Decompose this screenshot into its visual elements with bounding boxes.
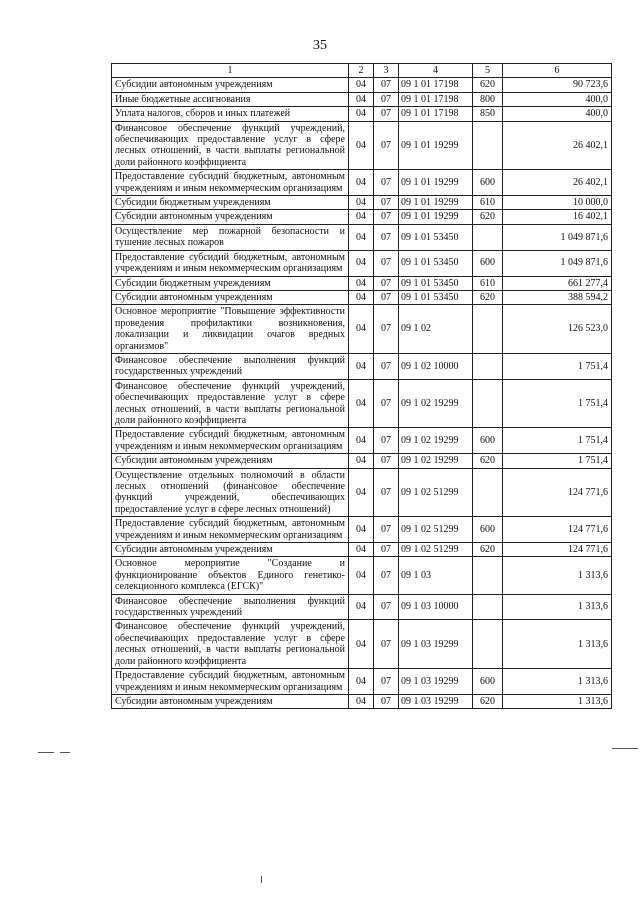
row-target-article: 09 1 02 51299 <box>399 468 473 517</box>
row-target-article: 09 1 02 19299 <box>399 379 473 428</box>
row-subsection: 07 <box>374 517 399 543</box>
table-row <box>112 353 612 379</box>
row-section: 04 <box>349 305 374 354</box>
row-section: 04 <box>349 379 374 428</box>
row-amount: 400,0 <box>503 92 612 106</box>
row-section: 04 <box>349 121 374 170</box>
row-section: 04 <box>349 517 374 543</box>
row-name: Предоставление субсидий бюджетным, автономным учреждениям и иным некоммерческим организациям <box>112 428 349 454</box>
row-amount: 388 594,2 <box>503 290 612 304</box>
row-expense-type: 600 <box>473 250 503 276</box>
row-amount: 1 049 871,6 <box>503 224 612 250</box>
row-section: 04 <box>349 353 374 379</box>
row-expense-type: 600 <box>473 428 503 454</box>
row-expense-type <box>473 121 503 170</box>
header-cell-1: 1 <box>112 64 349 78</box>
table-row <box>112 454 612 468</box>
row-target-article: 09 1 01 19299 <box>399 170 473 196</box>
row-subsection: 07 <box>374 620 399 669</box>
row-amount: 90 723,6 <box>503 78 612 92</box>
row-target-article: 09 1 01 17198 <box>399 107 473 121</box>
table-row <box>112 196 612 210</box>
row-expense-type: 620 <box>473 454 503 468</box>
row-name: Финансовое обеспечение функций учреждений, обеспечивающих предоставление услуг в сфере лесных отношений, в части выплаты региональной доли районного коэффициента <box>112 620 349 669</box>
table-row <box>112 694 612 708</box>
row-expense-type: 600 <box>473 517 503 543</box>
row-amount: 1 751,4 <box>503 428 612 454</box>
table-row <box>112 543 612 557</box>
row-name: Предоставление субсидий бюджетным, автономным учреждениям и иным некоммерческим организациям <box>112 517 349 543</box>
row-target-article: 09 1 01 53450 <box>399 290 473 304</box>
row-subsection: 07 <box>374 224 399 250</box>
row-section: 04 <box>349 454 374 468</box>
table-row <box>112 78 612 92</box>
row-expense-type: 620 <box>473 290 503 304</box>
header-row <box>112 64 612 78</box>
row-subsection: 07 <box>374 210 399 224</box>
row-name: Субсидии бюджетным учреждениям <box>112 276 349 290</box>
header-cell-2: 2 <box>349 64 374 78</box>
row-section: 04 <box>349 196 374 210</box>
row-amount: 124 771,6 <box>503 517 612 543</box>
row-section: 04 <box>349 468 374 517</box>
row-section: 04 <box>349 594 374 620</box>
row-target-article: 09 1 01 19299 <box>399 121 473 170</box>
row-name: Предоставление субсидий бюджетным, автономным учреждениям и иным некоммерческим организациям <box>112 669 349 695</box>
row-subsection: 07 <box>374 107 399 121</box>
row-amount: 1 049 871,6 <box>503 250 612 276</box>
row-expense-type: 620 <box>473 78 503 92</box>
row-amount: 400,0 <box>503 107 612 121</box>
row-subsection: 07 <box>374 694 399 708</box>
row-name: Осуществление отдельных полномочий в области лесных отношений (финансовое обеспечение функций учреждений, обеспечивающих предоставление услуг в сфере лесных отношений) <box>112 468 349 517</box>
row-name: Субсидии автономным учреждениям <box>112 290 349 304</box>
row-subsection: 07 <box>374 276 399 290</box>
table-row <box>112 379 612 428</box>
row-subsection: 07 <box>374 594 399 620</box>
row-name: Субсидии автономным учреждениям <box>112 694 349 708</box>
row-subsection: 07 <box>374 290 399 304</box>
row-target-article: 09 1 01 19299 <box>399 210 473 224</box>
row-target-article: 09 1 01 53450 <box>399 250 473 276</box>
row-subsection: 07 <box>374 454 399 468</box>
header-cell-5: 5 <box>473 64 503 78</box>
row-section: 04 <box>349 170 374 196</box>
row-section: 04 <box>349 276 374 290</box>
row-amount: 1 313,6 <box>503 557 612 594</box>
row-name: Уплата налогов, сборов и иных платежей <box>112 107 349 121</box>
row-expense-type <box>473 620 503 669</box>
row-name: Финансовое обеспечение функций учреждений, обеспечивающих предоставление услуг в сфере лесных отношений, в части выплаты региональной доли районного коэффициента <box>112 379 349 428</box>
row-subsection: 07 <box>374 305 399 354</box>
row-expense-type: 600 <box>473 170 503 196</box>
row-subsection: 07 <box>374 428 399 454</box>
row-amount: 124 771,6 <box>503 468 612 517</box>
row-expense-type <box>473 224 503 250</box>
row-section: 04 <box>349 210 374 224</box>
scan-mark-bottom <box>261 876 262 883</box>
row-name: Осуществление мер пожарной безопасности и тушение лесных пожаров <box>112 224 349 250</box>
row-target-article: 09 1 02 51299 <box>399 543 473 557</box>
table-row <box>112 170 612 196</box>
row-target-article: 09 1 02 19299 <box>399 454 473 468</box>
row-expense-type: 850 <box>473 107 503 121</box>
row-expense-type: 620 <box>473 543 503 557</box>
scan-mark-left <box>38 752 54 753</box>
row-amount: 126 523,0 <box>503 305 612 354</box>
row-amount: 1 313,6 <box>503 594 612 620</box>
row-expense-type <box>473 557 503 594</box>
row-name: Иные бюджетные ассигнования <box>112 92 349 106</box>
row-target-article: 09 1 03 10000 <box>399 594 473 620</box>
row-amount: 1 313,6 <box>503 620 612 669</box>
table-row <box>112 210 612 224</box>
row-subsection: 07 <box>374 170 399 196</box>
row-name: Субсидии автономным учреждениям <box>112 78 349 92</box>
row-target-article: 09 1 03 <box>399 557 473 594</box>
table-row <box>112 669 612 695</box>
row-target-article: 09 1 03 19299 <box>399 669 473 695</box>
row-section: 04 <box>349 543 374 557</box>
row-subsection: 07 <box>374 121 399 170</box>
row-section: 04 <box>349 694 374 708</box>
row-target-article: 09 1 02 10000 <box>399 353 473 379</box>
row-name: Предоставление субсидий бюджетным, автономным учреждениям и иным некоммерческим организациям <box>112 250 349 276</box>
row-target-article: 09 1 01 53450 <box>399 276 473 290</box>
table-row <box>112 620 612 669</box>
row-name: Субсидии автономным учреждениям <box>112 543 349 557</box>
row-section: 04 <box>349 78 374 92</box>
row-target-article: 09 1 02 <box>399 305 473 354</box>
table-row <box>112 305 612 354</box>
table-row <box>112 92 612 106</box>
row-name: Субсидии автономным учреждениям <box>112 210 349 224</box>
row-name: Финансовое обеспечение выполнения функций государственных учреждений <box>112 353 349 379</box>
row-amount: 1 313,6 <box>503 694 612 708</box>
row-amount: 661 277,4 <box>503 276 612 290</box>
row-amount: 124 771,6 <box>503 543 612 557</box>
row-subsection: 07 <box>374 468 399 517</box>
header-cell-4: 4 <box>399 64 473 78</box>
row-subsection: 07 <box>374 196 399 210</box>
row-section: 04 <box>349 620 374 669</box>
table-row <box>112 290 612 304</box>
row-name: Субсидии бюджетным учреждениям <box>112 196 349 210</box>
row-section: 04 <box>349 107 374 121</box>
row-section: 04 <box>349 250 374 276</box>
table-row <box>112 224 612 250</box>
row-expense-type <box>473 353 503 379</box>
row-expense-type: 600 <box>473 669 503 695</box>
row-target-article: 09 1 02 19299 <box>399 428 473 454</box>
row-target-article: 09 1 01 19299 <box>399 196 473 210</box>
row-target-article: 09 1 03 19299 <box>399 620 473 669</box>
row-subsection: 07 <box>374 557 399 594</box>
table-row <box>112 107 612 121</box>
row-target-article: 09 1 01 17198 <box>399 78 473 92</box>
row-expense-type: 620 <box>473 210 503 224</box>
row-amount: 1 313,6 <box>503 669 612 695</box>
row-expense-type: 610 <box>473 276 503 290</box>
row-name: Основное мероприятие "Создание и функционирование объектов Единого генетико-селекционного комплекса (ЕГСК)" <box>112 557 349 594</box>
row-amount: 1 751,4 <box>503 454 612 468</box>
row-expense-type: 800 <box>473 92 503 106</box>
row-section: 04 <box>349 557 374 594</box>
row-target-article: 09 1 02 51299 <box>399 517 473 543</box>
row-name: Субсидии автономным учреждениям <box>112 454 349 468</box>
row-amount: 26 402,1 <box>503 121 612 170</box>
row-expense-type <box>473 305 503 354</box>
row-name: Основное мероприятие "Повышение эффективности проведения профилактики возникновения, локализации и ликвидации очагов вредных организмов" <box>112 305 349 354</box>
row-expense-type <box>473 468 503 517</box>
row-expense-type <box>473 594 503 620</box>
row-name: Предоставление субсидий бюджетным, автономным учреждениям и иным некоммерческим организациям <box>112 170 349 196</box>
row-amount: 1 751,4 <box>503 353 612 379</box>
row-amount: 16 402,1 <box>503 210 612 224</box>
row-section: 04 <box>349 290 374 304</box>
row-section: 04 <box>349 669 374 695</box>
header-cell-6: 6 <box>503 64 612 78</box>
row-subsection: 07 <box>374 379 399 428</box>
row-expense-type <box>473 379 503 428</box>
page-number: 35 <box>313 38 327 53</box>
row-target-article: 09 1 01 17198 <box>399 92 473 106</box>
row-subsection: 07 <box>374 250 399 276</box>
table-row <box>112 557 612 594</box>
row-target-article: 09 1 01 53450 <box>399 224 473 250</box>
row-subsection: 07 <box>374 92 399 106</box>
table-row <box>112 517 612 543</box>
row-amount: 10 000,0 <box>503 196 612 210</box>
row-target-article: 09 1 03 19299 <box>399 694 473 708</box>
table-row <box>112 121 612 170</box>
row-name: Финансовое обеспечение выполнения функций государственных учреждений <box>112 594 349 620</box>
row-name: Финансовое обеспечение функций учреждений, обеспечивающих предоставление услуг в сфере лесных отношений, в части выплаты региональной доли районного коэффициента <box>112 121 349 170</box>
row-expense-type: 610 <box>473 196 503 210</box>
row-amount: 1 751,4 <box>503 379 612 428</box>
table-row <box>112 250 612 276</box>
row-section: 04 <box>349 92 374 106</box>
table-row <box>112 468 612 517</box>
table-row <box>112 428 612 454</box>
row-expense-type: 620 <box>473 694 503 708</box>
row-amount: 26 402,1 <box>503 170 612 196</box>
table-row <box>112 594 612 620</box>
scan-mark-right <box>612 748 638 749</box>
header-cell-3: 3 <box>374 64 399 78</box>
table-row <box>112 276 612 290</box>
table-body <box>112 64 612 709</box>
scan-mark-left-2 <box>60 752 70 753</box>
row-subsection: 07 <box>374 543 399 557</box>
row-section: 04 <box>349 428 374 454</box>
budget-table <box>111 63 612 709</box>
row-subsection: 07 <box>374 669 399 695</box>
row-subsection: 07 <box>374 353 399 379</box>
row-section: 04 <box>349 224 374 250</box>
row-subsection: 07 <box>374 78 399 92</box>
